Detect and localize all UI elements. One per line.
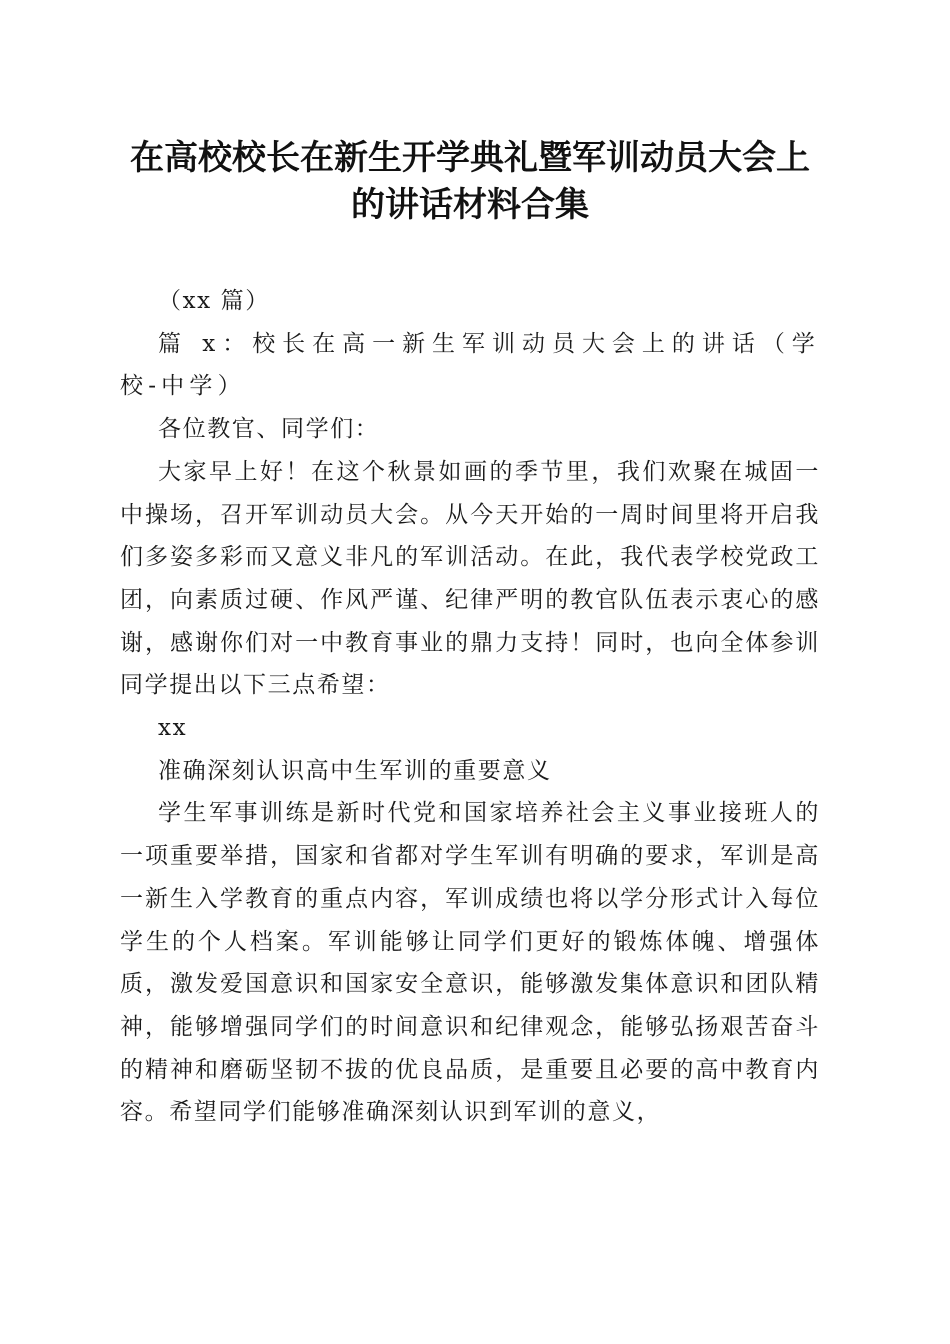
paragraph-opening: 大家早上好！在这个秋景如画的季节里，我们欢聚在城固一中操场，召开军训动员大会。从今天开始的一周时间里将开启我们多姿多彩而又意义非凡的军训活动。在此，我代表学校党政工团，向素质过硬、作风严谨、纪律严明的教官队伍表示衷心的感谢，感谢你们对一中教育事业的鼎力支持！同时，也向全体参训同学提出以下三点希望： <box>120 458 820 699</box>
paragraph-section-number: xx <box>158 715 188 742</box>
title-line-2: 的讲话材料合集 <box>351 185 589 225</box>
title-line-1: 在高校校长在新生开学典礼暨军训动员大会上 <box>130 138 810 178</box>
document-body <box>120 280 820 1134</box>
paragraph-salutation: 各位教官、同学们： <box>158 416 380 443</box>
paragraph-section-heading: 准确深刻认识高中生军训的重要意义 <box>158 757 552 784</box>
paragraph-section-body: 学生军事训练是新时代党和国家培养社会主义事业接班人的一项重要举措，国家和省都对学生军训有明确的要求，军训是高一新生入学教育的重点内容，军训成绩也将以学分形式计入每位学生的个人档案。军训能够让同学们更好的锻炼体魄、增强体质，激发爱国意识和国家安全意识，能够激发集体意识和团队精神，能够增强同学们的时间意识和纪律观念，能够弘扬艰苦奋斗的精神和磨砺坚韧不拔的优良品质，是重要且必要的高中教育内容。希望同学们能够准确深刻认识到军训的意义， <box>120 800 820 1126</box>
paragraph-speech-heading: 篇 x：校长在高一新生军训动员大会上的讲话（学校-中学） <box>120 330 820 400</box>
document-title <box>110 135 830 229</box>
paragraph-article-count: （xx 篇） <box>158 288 270 314</box>
